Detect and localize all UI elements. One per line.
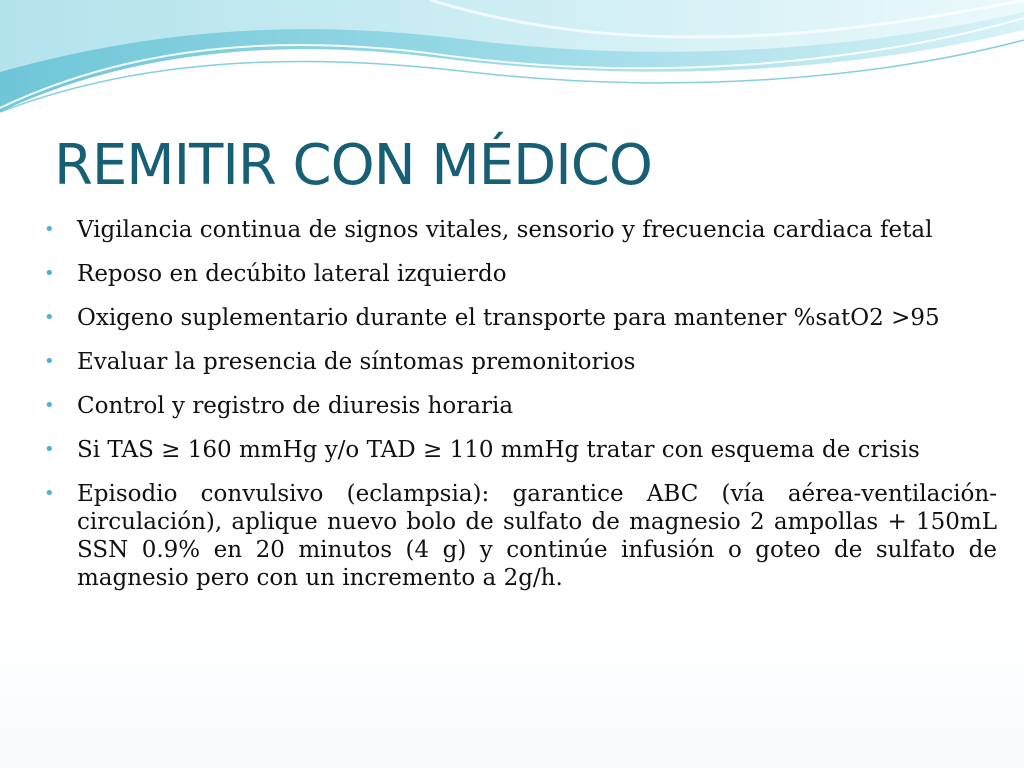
bullet-item-oxygen xyxy=(42,304,997,332)
bullet-text: Episodio convulsivo (eclampsia): garantice ABC (vía aérea-ventilación-circulación), aplique nuevo bolo de sulfato de magnesio 2 ampollas + 150mL SSN 0.9% en 20 minutos (4 g) y continúe infusión o goteo de sulfato de magnesio pero con un incremento a 2g/h. xyxy=(77,481,997,591)
bullet-text: Reposo en decúbito lateral izquierdo xyxy=(77,261,507,287)
bullet-item-diuresis xyxy=(42,392,997,420)
bullet-text: Control y registro de diuresis horaria xyxy=(77,393,514,419)
bullet-item-eclampsia xyxy=(42,480,997,592)
bullet-icon: • xyxy=(44,483,55,504)
bullet-item-vital-signs xyxy=(42,216,997,244)
bullet-icon: • xyxy=(44,351,55,372)
bullet-item-blood-pressure xyxy=(42,436,997,464)
bullet-text: Si TAS ≥ 160 mmHg y/o TAD ≥ 110 mmHg tratar con esquema de crisis xyxy=(77,437,920,463)
bullet-item-rest-position xyxy=(42,260,997,288)
bullet-icon: • xyxy=(44,395,55,416)
bullet-icon: • xyxy=(44,263,55,284)
bullet-text: Oxigeno suplementario durante el transporte para mantener %satO2 >95 xyxy=(77,305,940,331)
bullet-icon: • xyxy=(44,439,55,460)
bullet-item-premonitory-symptoms xyxy=(42,348,997,376)
bullet-icon: • xyxy=(44,307,55,328)
bullet-list xyxy=(42,216,997,608)
bullet-icon: • xyxy=(44,219,55,240)
header-wave-decoration xyxy=(0,0,1024,130)
bullet-text: Vigilancia continua de signos vitales, sensorio y frecuencia cardiaca fetal xyxy=(77,217,933,243)
slide-title: REMITIR CON MÉDICO xyxy=(54,133,652,198)
bullet-text: Evaluar la presencia de síntomas premonitorios xyxy=(77,349,636,375)
